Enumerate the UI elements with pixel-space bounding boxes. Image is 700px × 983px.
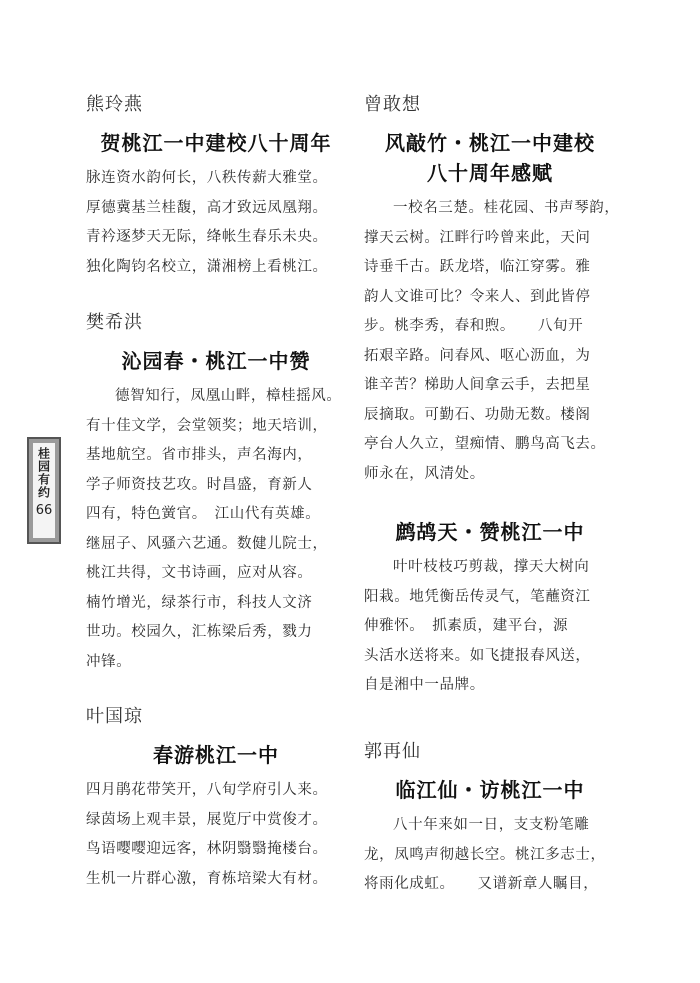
poem-line: 德智知行，凤凰山畔，樟桂摇风。 (115, 388, 342, 404)
poem-xiong (86, 90, 346, 308)
poem-line: 桃江共得，文书诗画，应对从容。 (86, 565, 313, 581)
poem-line: 亭台人久立，望痴情、鹏鸟高飞去。 (364, 436, 606, 452)
poem-body (364, 811, 616, 900)
poem-line: 继屈子、风骚六艺通。数健儿院士， (86, 535, 328, 552)
poem-line: 师永在，风清处。 (364, 465, 485, 482)
poem-line: 自是湘中一品牌。 (364, 677, 485, 693)
poem-line: 撑天云树。江畔行吟曾来此，天问 (364, 229, 591, 246)
poem-line: 鸟语嘤嘤迎远客，林阴翳翳掩楼台。 (86, 841, 328, 857)
poem-line: 脉连资水韵何长，八秩传薪大雅堂。 (86, 170, 328, 186)
poem-line: 步。桃李秀，春和煦。 八旬开 (364, 318, 584, 334)
poem-line: 头活水送将来。如飞捷报春风送， (364, 647, 591, 664)
poem-title (364, 775, 616, 805)
poem-line: 伸雅怀。 抓素质，建平台，源 (364, 618, 569, 634)
poem-zeng (364, 90, 620, 505)
poem-ye (86, 702, 346, 894)
poem-line: 谁辛苦？梯助人间拿云手，去把星 (364, 377, 591, 393)
poem-line: 楠竹增光，绿茶行市，科技人文济 (86, 594, 313, 611)
side-tab-label: 桂园有约 (36, 447, 51, 499)
poem-body (86, 382, 346, 677)
right-column (364, 90, 620, 900)
poem-line: 将雨化成虹。 又谱新章人瞩目， (364, 876, 599, 892)
poem-line: 世功。校园久，汇栋梁后秀，戮力 (86, 624, 313, 640)
poem-author: 郭再仙 (364, 741, 421, 762)
poem-body (86, 776, 346, 894)
poem-line: 韵人文谁可比？令来人、到此皆停 (364, 288, 591, 305)
poem-line: 基地航空。省市排头，声名海内， (86, 447, 313, 463)
poem-line: 厚德冀基兰桂馥，高才致远凤凰翔。 (86, 199, 328, 216)
poem-line: 有十佳文学，会堂领奖；地天培训， (86, 417, 328, 434)
poem-line: 绿茵场上观丰景，展览厅中赏俊才。 (86, 811, 328, 828)
poem-author: 熊玲燕 (86, 94, 143, 115)
poem-title (364, 517, 616, 547)
poem-line: 拓艰辛路。问春风、呕心沥血，为 (364, 347, 591, 364)
poem-body (364, 553, 616, 701)
poem-line: 独化陶钧名校立，潇湘榜上看桃江。 (86, 258, 328, 275)
side-tab-inner (33, 443, 55, 538)
side-tab (27, 437, 61, 544)
poem-title-line: 鹧鸪天・赞桃江一中 (395, 520, 585, 544)
left-column (86, 90, 346, 894)
poem-body (364, 194, 620, 489)
poem-line: 龙，凤鸣声彻越长空。桃江多志士， (364, 846, 606, 863)
poem-title: 春游桃江一中 (153, 743, 279, 767)
poem-line: 四月鹃花带笑开，八旬学府引人来。 (86, 782, 328, 798)
page-number: 66 (35, 503, 53, 518)
poem-line: 学子师资技艺攻。时昌盛，育新人 (86, 476, 313, 493)
poem-title-line: 风敲竹・桃江一中建校 (385, 131, 595, 155)
poem-line: 生机一片群心激，育栋培梁大有材。 (86, 870, 328, 887)
poem-line: 叶叶枝枝巧剪裁，撑天大树向 (393, 559, 590, 575)
poem-author: 叶国琼 (86, 706, 143, 727)
poem-title-line: 八十周年感赋 (427, 161, 553, 185)
poem-guo (364, 737, 616, 900)
poem-line: 八十年来如一日，支支粉笔雕 (393, 817, 590, 833)
poem-line: 一校名三楚。桂花园、书声琴韵， (393, 200, 620, 216)
poem-line: 诗垂千古。跃龙塔，临江穿雾。雅 (364, 259, 591, 275)
poem-title-line: 临江仙・访桃江一中 (395, 778, 585, 802)
poem-line: 四有，特色黉官。 江山代有英雄。 (86, 506, 321, 522)
poem-line: 辰摘取。可勤石、功勋无数。楼阁 (364, 406, 591, 423)
poem-fan (86, 308, 346, 702)
poem-line: 青衿逐梦天无际，绛帐生春乐未央。 (86, 229, 328, 245)
poem-title: 贺桃江一中建校八十周年 (100, 131, 332, 155)
poem-title (364, 128, 616, 188)
poem-body (86, 164, 346, 282)
poem-author: 曾敢想 (364, 94, 421, 115)
poem-title: 沁园春・桃江一中赞 (121, 349, 311, 373)
poem-line: 冲锋。 (86, 653, 132, 670)
poem-author: 樊希洪 (86, 312, 143, 333)
poem-line: 阳栽。地凭衡岳传灵气，笔蘸资江 (364, 588, 591, 605)
poem-zhegutian (364, 517, 616, 737)
